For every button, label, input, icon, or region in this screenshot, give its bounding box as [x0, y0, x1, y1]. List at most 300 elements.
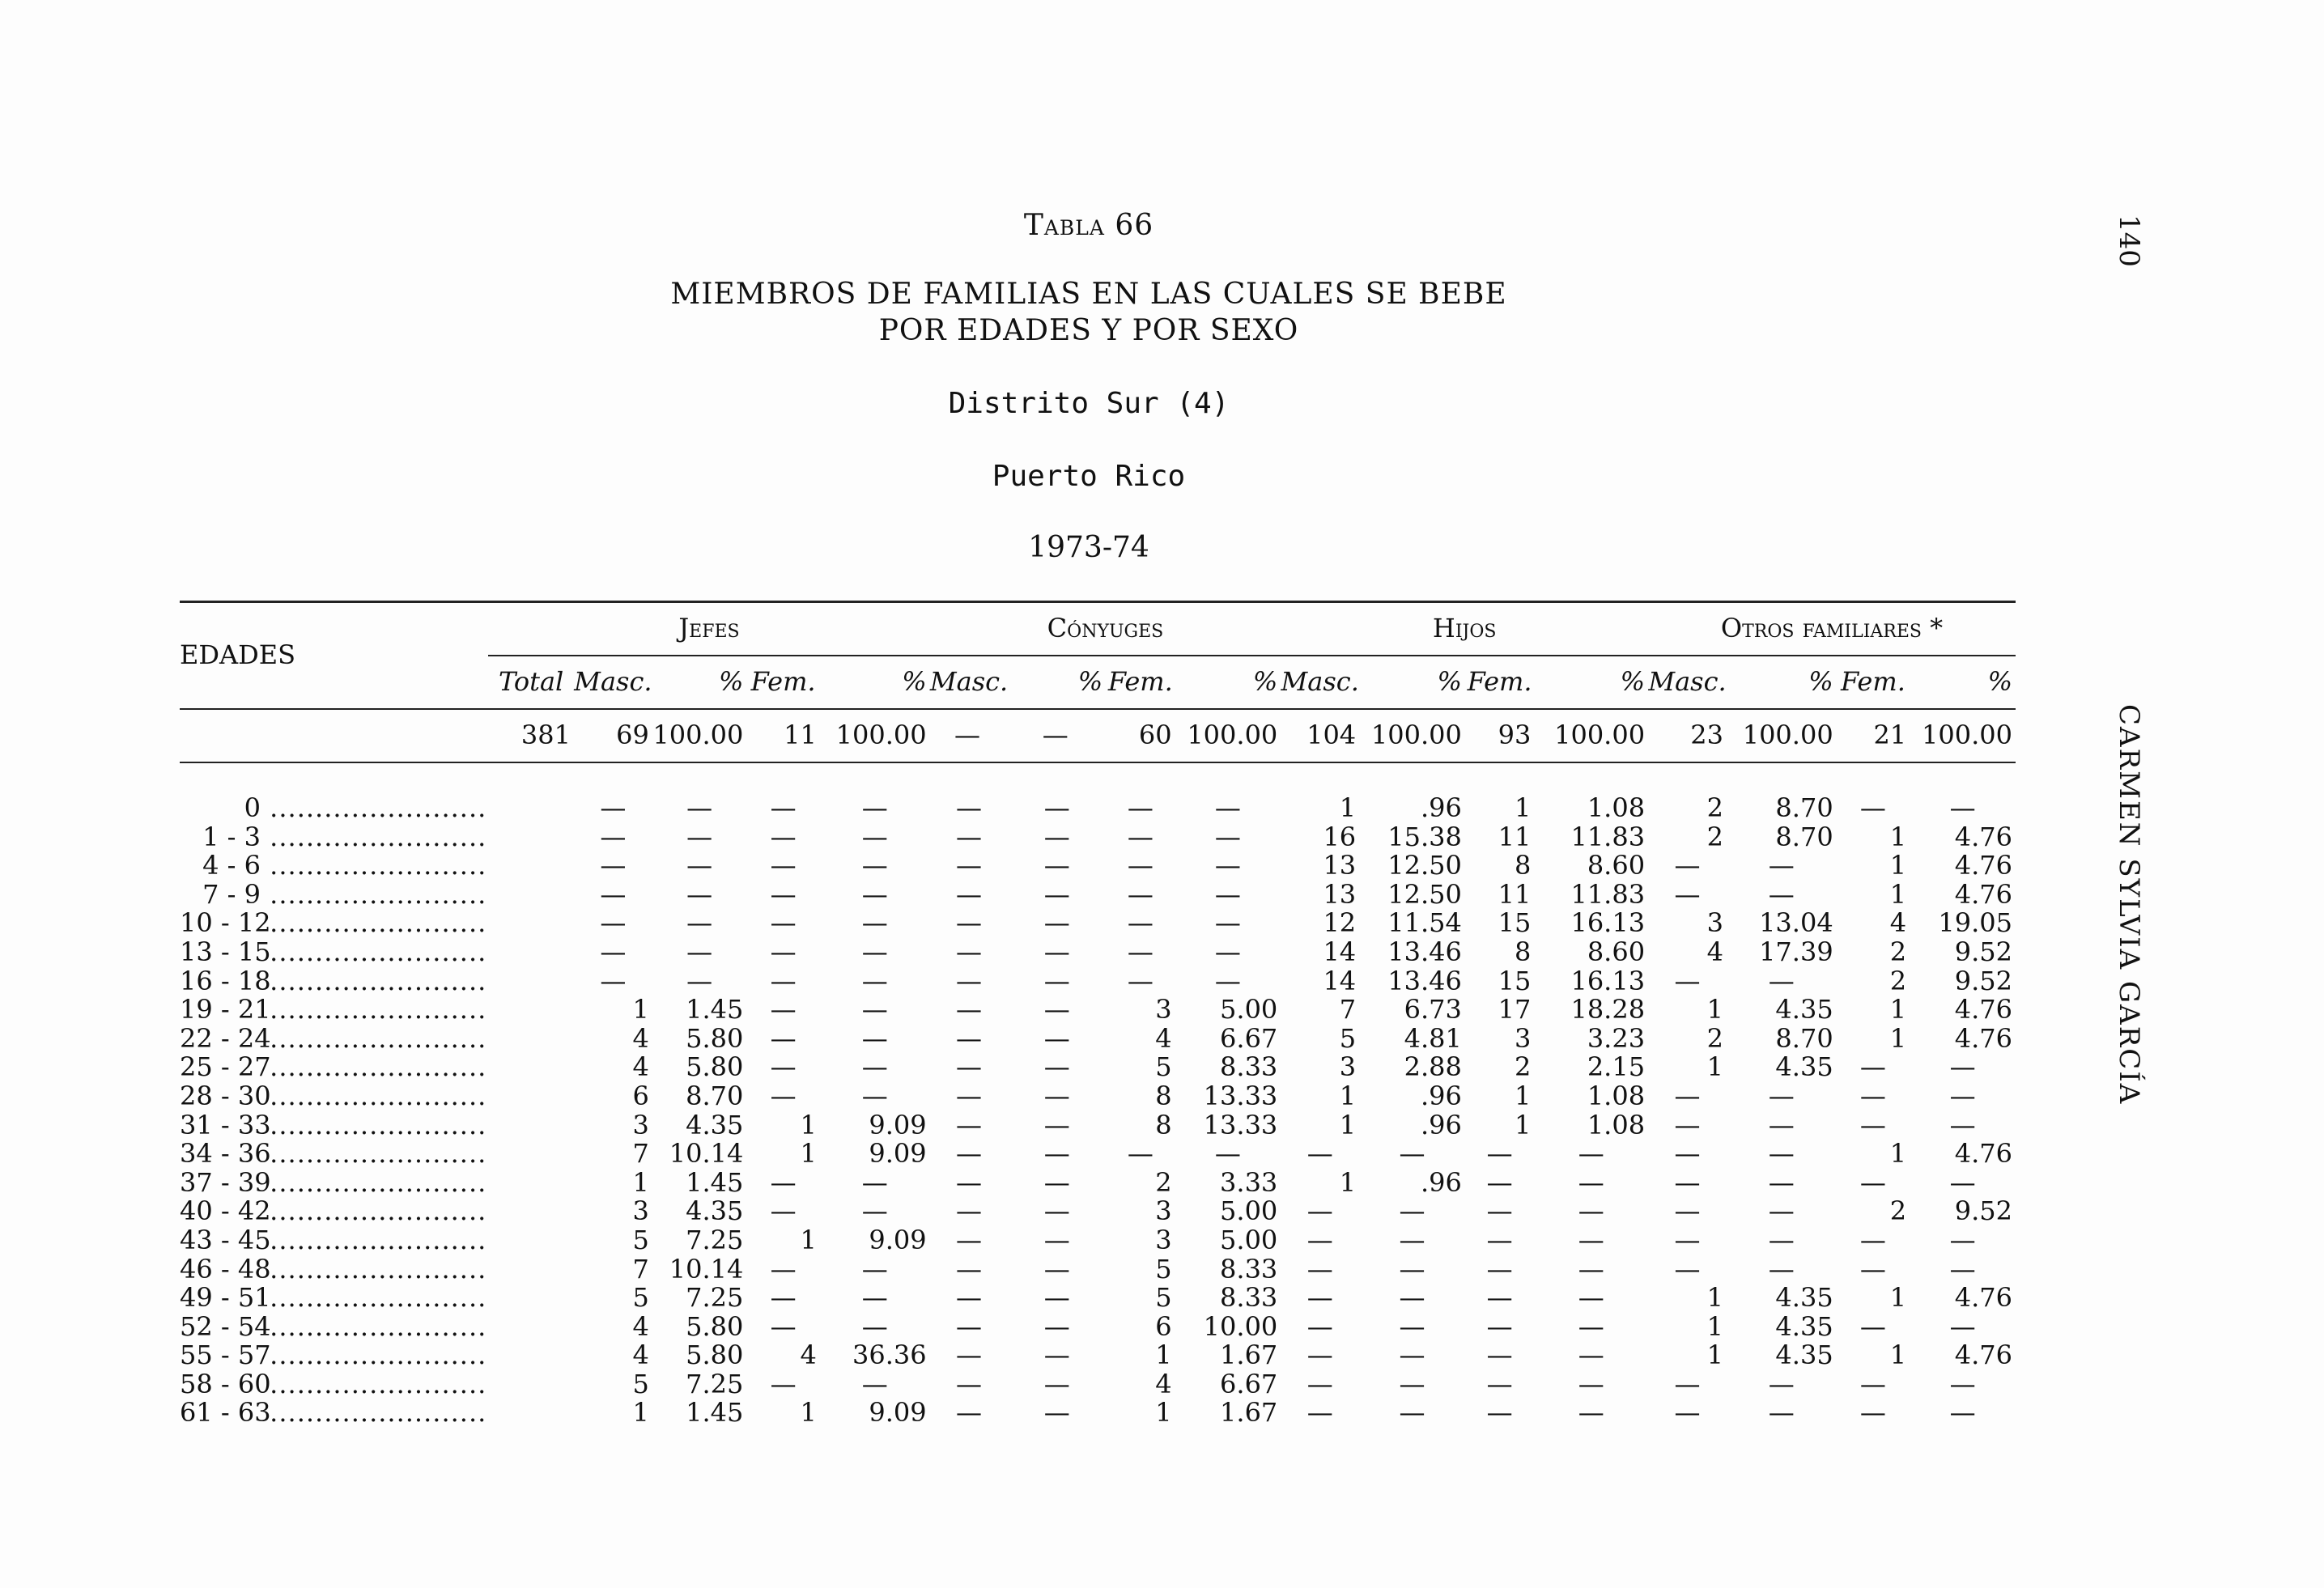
data-cell: 7 — [632, 1138, 649, 1170]
data-cell: 36.36 — [852, 1340, 927, 1371]
table-row — [180, 881, 2016, 910]
data-cell: — — [1214, 907, 1241, 939]
data-cell: — — [956, 850, 983, 881]
data-cell: — — [1399, 1224, 1425, 1255]
subheader-cell: Fem. — [1107, 666, 1173, 698]
table-row — [180, 1111, 2016, 1140]
data-cell: 4.76 — [1954, 850, 2012, 881]
dot-leader: ........................ — [261, 1340, 487, 1371]
data-cell: — — [861, 878, 888, 910]
data-cell: — — [956, 1310, 983, 1342]
data-cell: — — [1486, 1340, 1513, 1371]
table-row — [180, 1313, 2016, 1342]
age-label: 55 - 57 — [180, 1340, 271, 1371]
data-cell: — — [1578, 1310, 1604, 1342]
age-label: 4 - 6 — [202, 850, 261, 881]
data-cell: 8 — [1514, 850, 1532, 881]
total-cell — [488, 1140, 574, 1169]
data-cell: 1 — [1889, 1022, 1907, 1054]
data-cell: 4 — [1155, 1368, 1172, 1399]
data-cell: — — [1578, 1397, 1604, 1429]
data-cell: 4.81 — [1404, 1022, 1462, 1054]
data-cell: — — [1127, 821, 1154, 852]
data-cell: .96 — [1420, 1080, 1462, 1111]
data-cell: 4.35 — [1775, 1340, 1833, 1371]
data-cell: 1.08 — [1587, 1080, 1646, 1111]
data-cell: — — [956, 1195, 983, 1227]
dot-leader: ........................ — [261, 907, 487, 939]
data-cell: 7 — [632, 1253, 649, 1284]
data-cell: 8.60 — [1587, 936, 1646, 967]
table-row — [180, 794, 2016, 823]
data-cell: 16 — [1323, 821, 1357, 852]
data-cell: — — [1949, 1080, 1976, 1111]
data-cell: — — [1674, 878, 1701, 910]
data-cell: — — [770, 1051, 797, 1083]
data-cell: — — [1306, 1282, 1333, 1314]
data-cell: — — [956, 1166, 983, 1198]
age-cell — [180, 794, 488, 823]
data-cell: — — [1127, 792, 1154, 823]
data-cell: — — [600, 878, 627, 910]
subheader-cell: Fem. — [1840, 666, 1906, 698]
group-jefes: Jefes — [488, 602, 929, 656]
data-cell: 1 — [800, 1397, 817, 1429]
data-cell: 1 — [1889, 850, 1907, 881]
total-cell — [488, 909, 574, 938]
data-cell: 9.09 — [869, 1397, 927, 1429]
data-cell: — — [1043, 994, 1070, 1025]
data-cell: 7.25 — [686, 1224, 744, 1255]
data-cell: — — [1578, 1166, 1604, 1198]
data-cell: 3 — [1155, 1224, 1172, 1255]
data-cell: — — [1674, 1166, 1701, 1198]
data-cell: — — [956, 1138, 983, 1170]
data-cell: — — [861, 1195, 888, 1227]
table-row — [180, 938, 2016, 967]
data-cell: — — [1043, 1080, 1070, 1111]
total-cell — [488, 1226, 574, 1255]
data-cell: 3.33 — [1220, 1166, 1278, 1198]
data-cell: 1 — [632, 994, 649, 1025]
data-cell: — — [861, 1051, 888, 1083]
age-cell — [180, 1255, 488, 1284]
data-cell: 1 — [800, 1109, 817, 1140]
table-row — [180, 1255, 2016, 1284]
data-cell: 1 — [1706, 1051, 1723, 1083]
data-cell: 2.88 — [1404, 1051, 1462, 1083]
subheader-cell: % — [1252, 666, 1278, 698]
data-cell: 2 — [1706, 821, 1723, 852]
data-cell: 2.15 — [1587, 1051, 1646, 1083]
dot-leader: ........................ — [261, 1080, 487, 1111]
table-row — [180, 823, 2016, 852]
data-cell: — — [1768, 1253, 1795, 1284]
data-cell: — — [1043, 1138, 1070, 1170]
data-cell: — — [861, 994, 888, 1025]
subheader-cell: % — [1437, 666, 1462, 698]
data-cell: 9.09 — [869, 1138, 927, 1170]
total-cell — [488, 1255, 574, 1284]
data-table — [180, 601, 2016, 1428]
data-cell: 13.33 — [1203, 1080, 1278, 1111]
data-cell: 19.05 — [1938, 907, 2012, 939]
age-cell — [180, 851, 488, 881]
data-cell: — — [956, 1109, 983, 1140]
data-cell: 3 — [1339, 1051, 1357, 1083]
data-cell: — — [686, 965, 713, 996]
table-row — [180, 967, 2016, 996]
data-cell: 4.35 — [1775, 1310, 1833, 1342]
dot-leader: ........................ — [261, 1109, 487, 1140]
data-cell: — — [1486, 1166, 1513, 1198]
data-cell: 15 — [1498, 907, 1532, 939]
subheader-cell: % — [1808, 666, 1833, 698]
data-cell: — — [1306, 1195, 1333, 1227]
totals-label-cell — [180, 709, 488, 762]
subheader-cell: Fem. — [750, 666, 816, 698]
data-cell: 5.00 — [1220, 1195, 1278, 1227]
totals-cell: 23 — [1648, 709, 1727, 762]
data-cell: 18.28 — [1570, 994, 1646, 1025]
data-cell: — — [956, 1282, 983, 1314]
dot-leader: ........................ — [261, 936, 487, 967]
data-cell: — — [1306, 1224, 1333, 1255]
table-row — [180, 1197, 2016, 1226]
data-cell: 10.14 — [669, 1253, 744, 1284]
total-cell — [488, 1197, 574, 1226]
data-cell: — — [1043, 1224, 1070, 1255]
totals-cell: — — [930, 709, 1009, 762]
data-cell: 8.60 — [1587, 850, 1646, 881]
data-cell: 11.83 — [1570, 878, 1646, 910]
data-cell: 10.14 — [669, 1138, 744, 1170]
age-cell — [180, 878, 488, 910]
table-row — [180, 1140, 2016, 1169]
totals-cell: 100.00 — [1910, 709, 2016, 762]
data-cell: 1 — [1889, 1340, 1907, 1371]
data-cell: — — [1043, 1253, 1070, 1284]
table-row — [180, 1226, 2016, 1255]
data-cell: — — [770, 878, 797, 910]
data-cell: — — [1306, 1397, 1333, 1429]
total-cell — [488, 1370, 574, 1399]
data-cell: 8 — [1514, 936, 1532, 967]
data-cell: — — [1949, 1253, 1976, 1284]
age-label: 46 - 48 — [180, 1253, 271, 1284]
data-cell: — — [1768, 1109, 1795, 1140]
data-cell: 1 — [1889, 1138, 1907, 1170]
data-cell: 4.76 — [1954, 878, 2012, 910]
data-cell: 4 — [1889, 907, 1907, 939]
data-cell: — — [956, 965, 983, 996]
table-caption — [0, 209, 2177, 242]
title-line-2: POR EDADES Y POR SEXO — [878, 314, 1299, 347]
data-cell: — — [770, 907, 797, 939]
data-cell: — — [1859, 1397, 1886, 1429]
age-cell — [180, 1226, 488, 1255]
data-cell: — — [686, 821, 713, 852]
data-cell: — — [1043, 1022, 1070, 1054]
data-cell: 5 — [632, 1224, 649, 1255]
dot-leader: ........................ — [261, 1310, 487, 1342]
data-cell: — — [1768, 1080, 1795, 1111]
data-cell: — — [686, 792, 713, 823]
data-cell: 9.09 — [869, 1109, 927, 1140]
data-cell: — — [1949, 1310, 1976, 1342]
group-header-row — [180, 602, 2016, 656]
edades-header: EDADES — [180, 602, 488, 710]
age-label: 13 - 15 — [180, 936, 271, 967]
dot-leader: ........................ — [261, 1368, 487, 1399]
data-cell: 1 — [632, 1166, 649, 1198]
subheader-cell: Fem. — [1467, 666, 1532, 698]
age-label: 22 - 24 — [180, 1022, 271, 1054]
dot-leader: ........................ — [261, 994, 487, 1025]
data-cell: 6 — [632, 1080, 649, 1111]
data-cell: 3 — [1706, 907, 1723, 939]
data-cell: 13.33 — [1203, 1109, 1278, 1140]
data-cell: 4.76 — [1954, 821, 2012, 852]
data-cell: — — [861, 821, 888, 852]
data-cell: — — [1127, 907, 1154, 939]
dot-leader: ........................ — [261, 1195, 487, 1227]
data-cell: — — [770, 1282, 797, 1314]
data-cell: — — [1043, 850, 1070, 881]
age-label: 34 - 36 — [180, 1138, 271, 1170]
data-cell: 3 — [632, 1109, 649, 1140]
dot-leader: ........................ — [261, 1282, 487, 1314]
data-cell: 4 — [632, 1022, 649, 1054]
data-cell: — — [600, 965, 627, 996]
total-cell — [488, 794, 574, 823]
data-cell: — — [861, 792, 888, 823]
totals-cell: — — [1008, 709, 1106, 762]
data-cell: 4.76 — [1954, 1138, 2012, 1170]
data-cell: 4.76 — [1954, 1022, 2012, 1054]
data-cell: — — [1859, 1224, 1886, 1255]
data-cell: — — [956, 1022, 983, 1054]
age-label: 37 - 39 — [180, 1166, 271, 1198]
data-cell: — — [1486, 1368, 1513, 1399]
data-cell: — — [1043, 1368, 1070, 1399]
data-cell: — — [956, 821, 983, 852]
data-cell: — — [1768, 1138, 1795, 1170]
data-cell: 8.70 — [686, 1080, 744, 1111]
data-cell: 2 — [1706, 1022, 1723, 1054]
age-label: 10 - 12 — [180, 907, 271, 939]
age-cell — [180, 823, 488, 852]
totals-cell: 21 — [1837, 709, 1910, 762]
data-cell: 9.52 — [1954, 965, 2012, 996]
data-cell: — — [956, 1253, 983, 1284]
total-cell — [488, 1025, 574, 1054]
data-cell: 1 — [1514, 1080, 1532, 1111]
place-label: Puerto Rico — [992, 460, 1186, 493]
data-cell: — — [1578, 1368, 1604, 1399]
data-cell: — — [770, 1166, 797, 1198]
data-cell: 8.33 — [1220, 1282, 1278, 1314]
subheader-cell: Masc. — [1648, 666, 1727, 698]
age-cell — [180, 909, 488, 938]
age-cell — [180, 1022, 488, 1054]
totals-cell: 93 — [1465, 709, 1534, 762]
data-cell: 4.76 — [1954, 1282, 2012, 1314]
total-cell — [488, 1284, 574, 1313]
data-cell: — — [1043, 1195, 1070, 1227]
age-label: 7 - 9 — [202, 878, 261, 910]
age-cell — [180, 1370, 488, 1399]
data-cell: — — [1043, 1282, 1070, 1314]
data-cell: — — [1768, 1195, 1795, 1227]
data-cell: — — [861, 850, 888, 881]
data-cell: 4.76 — [1954, 1340, 2012, 1371]
data-cell: — — [861, 1368, 888, 1399]
data-cell: 17.39 — [1759, 936, 1833, 967]
data-cell: 5.80 — [686, 1022, 744, 1054]
dot-leader: ........................ — [261, 878, 487, 910]
data-cell: 6 — [1155, 1310, 1172, 1342]
data-cell: 1 — [1889, 878, 1907, 910]
data-cell: — — [1214, 878, 1241, 910]
data-cell: — — [1859, 1166, 1886, 1198]
data-cell: — — [1043, 936, 1070, 967]
age-label: 31 - 33 — [180, 1109, 271, 1140]
dot-leader: ........................ — [261, 1051, 487, 1083]
tabla-number: 66 — [1115, 209, 1154, 242]
data-cell: — — [1859, 792, 1886, 823]
data-cell: 2 — [1514, 1051, 1532, 1083]
totals-cell: 381 — [488, 709, 574, 762]
age-cell — [180, 1399, 488, 1428]
totals-cell: 11 — [746, 709, 819, 762]
table-row — [180, 909, 2016, 938]
data-cell: 4.35 — [1775, 1282, 1833, 1314]
data-cell: — — [1043, 878, 1070, 910]
data-cell: 13 — [1323, 878, 1357, 910]
data-cell: — — [1674, 850, 1701, 881]
data-cell: — — [956, 1080, 983, 1111]
data-cell: — — [1578, 1224, 1604, 1255]
subheader-cell: % — [902, 666, 927, 698]
data-cell: 5.80 — [686, 1051, 744, 1083]
data-cell: — — [861, 965, 888, 996]
data-cell: 1 — [1889, 821, 1907, 852]
data-cell: 1 — [1889, 994, 1907, 1025]
data-cell: 1 — [1339, 1109, 1357, 1140]
data-cell: — — [956, 1368, 983, 1399]
table-row — [180, 996, 2016, 1025]
data-cell: — — [861, 1022, 888, 1054]
data-cell: 3 — [1155, 1195, 1172, 1227]
data-cell: 5 — [1155, 1282, 1172, 1314]
data-cell: — — [686, 850, 713, 881]
data-cell: — — [861, 1310, 888, 1342]
data-cell: 8 — [1155, 1080, 1172, 1111]
data-cell: — — [1043, 1109, 1070, 1140]
data-cell: 4.35 — [1775, 994, 1833, 1025]
table-row — [180, 851, 2016, 881]
totals-cell: 60 — [1106, 709, 1175, 762]
data-cell: — — [1214, 792, 1241, 823]
data-cell: 13.46 — [1387, 965, 1462, 996]
data-cell: 2 — [1889, 936, 1907, 967]
data-cell: — — [770, 1022, 797, 1054]
data-cell: — — [686, 907, 713, 939]
years-label: 1973-74 — [1028, 531, 1149, 564]
age-label: 16 - 18 — [180, 965, 271, 996]
data-cell: — — [1674, 965, 1701, 996]
data-cell: 1 — [1155, 1397, 1172, 1429]
data-cell: — — [1486, 1397, 1513, 1429]
data-cell: — — [1768, 1224, 1795, 1255]
data-cell: — — [1486, 1282, 1513, 1314]
table-row — [180, 1053, 2016, 1082]
data-cell: — — [861, 1080, 888, 1111]
age-cell — [180, 1197, 488, 1226]
data-cell: — — [1306, 1340, 1333, 1371]
data-cell: — — [1127, 1138, 1154, 1170]
data-cell: — — [1486, 1195, 1513, 1227]
data-cell: 4.76 — [1954, 994, 2012, 1025]
age-label: 25 - 27 — [180, 1051, 271, 1083]
data-cell: — — [1214, 936, 1241, 967]
data-cell: — — [770, 850, 797, 881]
data-cell: 12.50 — [1387, 878, 1462, 910]
data-cell: — — [1486, 1138, 1513, 1170]
data-cell: 1 — [1706, 1282, 1723, 1314]
data-cell: — — [1043, 1051, 1070, 1083]
age-label: 40 - 42 — [180, 1195, 271, 1227]
data-cell: — — [1043, 907, 1070, 939]
page-number: 140 — [2113, 214, 2145, 267]
data-cell: 4.35 — [1775, 1051, 1833, 1083]
data-cell: 4 — [632, 1051, 649, 1083]
data-cell: .96 — [1420, 792, 1462, 823]
data-cell: — — [1399, 1195, 1425, 1227]
data-cell: 1.08 — [1587, 792, 1646, 823]
data-cell: 2 — [1889, 965, 1907, 996]
total-cell — [488, 851, 574, 881]
data-cell: — — [1127, 965, 1154, 996]
data-cell: — — [1399, 1282, 1425, 1314]
data-cell: 2 — [1889, 1195, 1907, 1227]
dot-leader: ........................ — [261, 1224, 487, 1255]
data-cell: — — [1674, 1138, 1701, 1170]
data-cell: — — [1949, 1368, 1976, 1399]
total-cell — [488, 938, 574, 967]
data-cell: 5.80 — [686, 1310, 744, 1342]
running-author: CARMEN SYLVIA GARCÍA — [2113, 704, 2145, 1106]
data-cell: — — [1578, 1340, 1604, 1371]
data-cell: — — [1949, 1166, 1976, 1198]
group-hijos: Hijos — [1281, 602, 1648, 656]
age-cell — [180, 967, 488, 996]
data-cell: 6.73 — [1404, 994, 1462, 1025]
data-cell: — — [956, 936, 983, 967]
dot-leader: ........................ — [261, 1397, 487, 1429]
data-cell: — — [770, 821, 797, 852]
total-cell — [488, 1111, 574, 1140]
data-cell: — — [1859, 1253, 1886, 1284]
data-cell: 5 — [632, 1368, 649, 1399]
data-cell: — — [770, 1195, 797, 1227]
data-cell: 4 — [632, 1310, 649, 1342]
subheader-cell: Masc. — [1281, 666, 1359, 698]
data-cell: — — [1127, 936, 1154, 967]
subheader-cell: Total — [498, 666, 564, 698]
totals-cell: 100.00 — [1359, 709, 1465, 762]
